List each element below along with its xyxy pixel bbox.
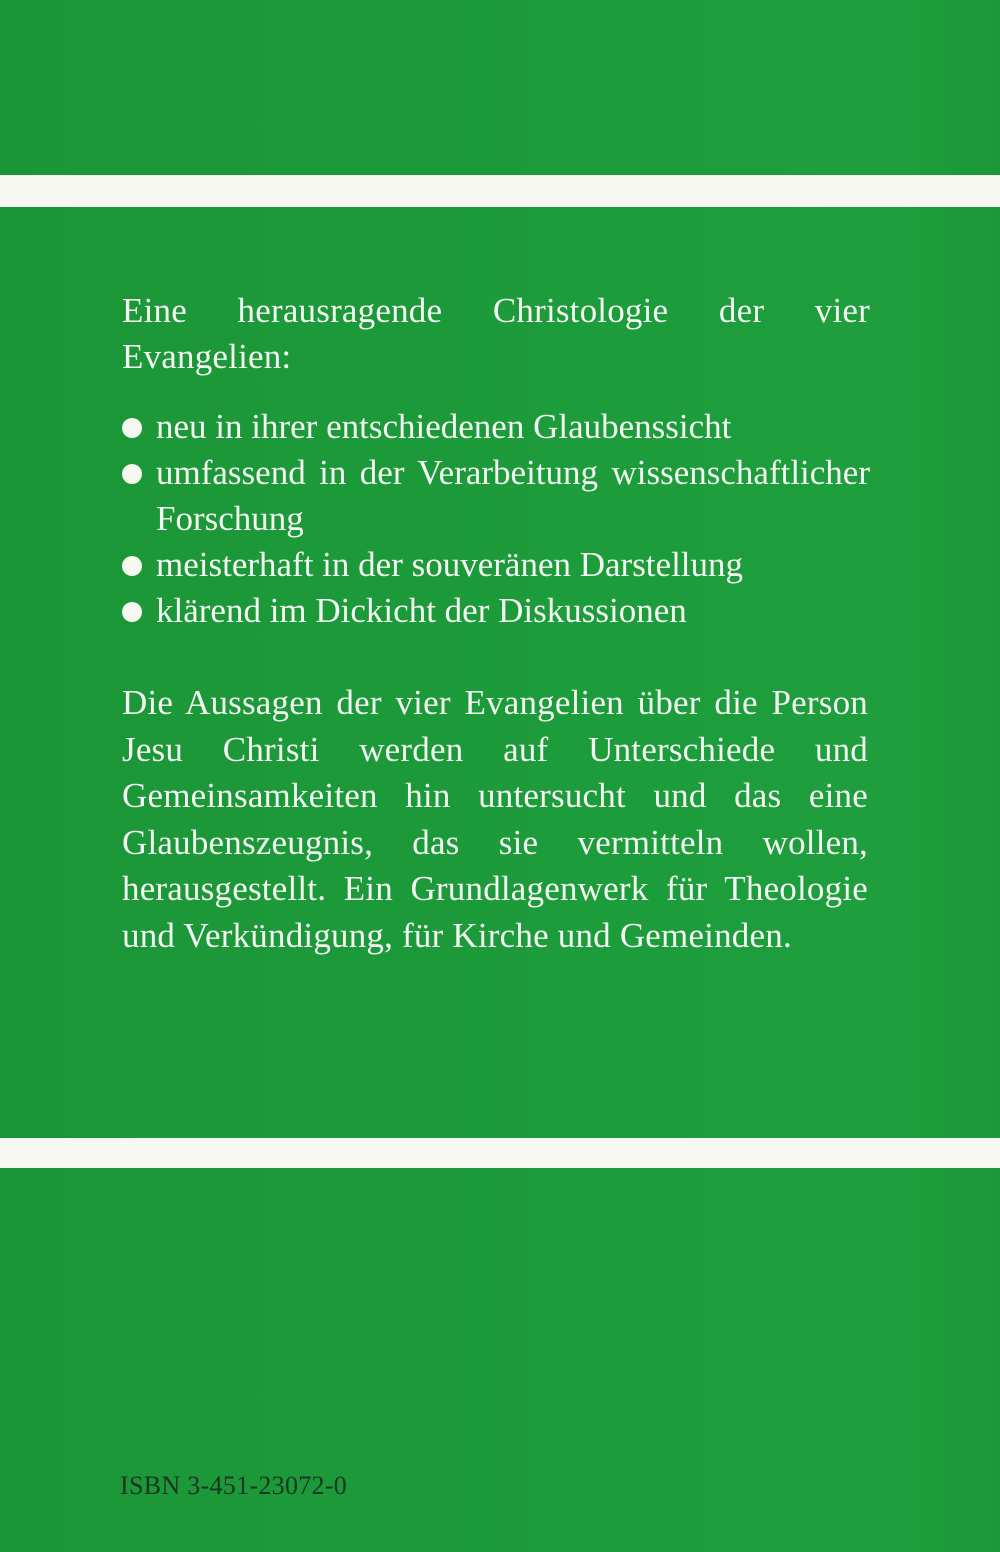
description-paragraph: Die Aussagen der vier Evangelien über die Person Jesu Christi werden auf Unterschiede und Gemeinsamkeiten hin untersucht und das eine Glaubenszeugnis, das sie vermitteln wollen, herausgestellt. Ein Grundlagenwerk für Theologie und Verkündigung, für Kirche und Gemeinden. (122, 683, 868, 955)
feature-item (122, 450, 870, 542)
feature-item (122, 542, 870, 588)
bullet-dot-icon (122, 464, 142, 484)
intro-heading: Eine herausragende Christologie der vier Evangelien: (122, 291, 870, 376)
feature-text: umfassend in der Verarbeitung wissenschaftlicher Forschung (156, 453, 870, 538)
bullet-dot-icon (122, 556, 142, 576)
bullet-dot-icon (122, 602, 142, 622)
feature-list (122, 404, 870, 634)
feature-item (122, 404, 870, 450)
bottom-white-stripe (0, 1138, 1000, 1168)
isbn-label: ISBN 3-451-23072-0 (120, 1471, 348, 1500)
bullet-dot-icon (122, 418, 142, 438)
feature-item (122, 588, 870, 634)
feature-text: klärend im Dickicht der Diskussionen (156, 591, 687, 630)
feature-text: meisterhaft in der souveränen Darstellung (156, 545, 744, 584)
top-white-stripe (0, 175, 1000, 207)
feature-text: neu in ihrer entschiedenen Glaubenssicht (156, 407, 732, 446)
